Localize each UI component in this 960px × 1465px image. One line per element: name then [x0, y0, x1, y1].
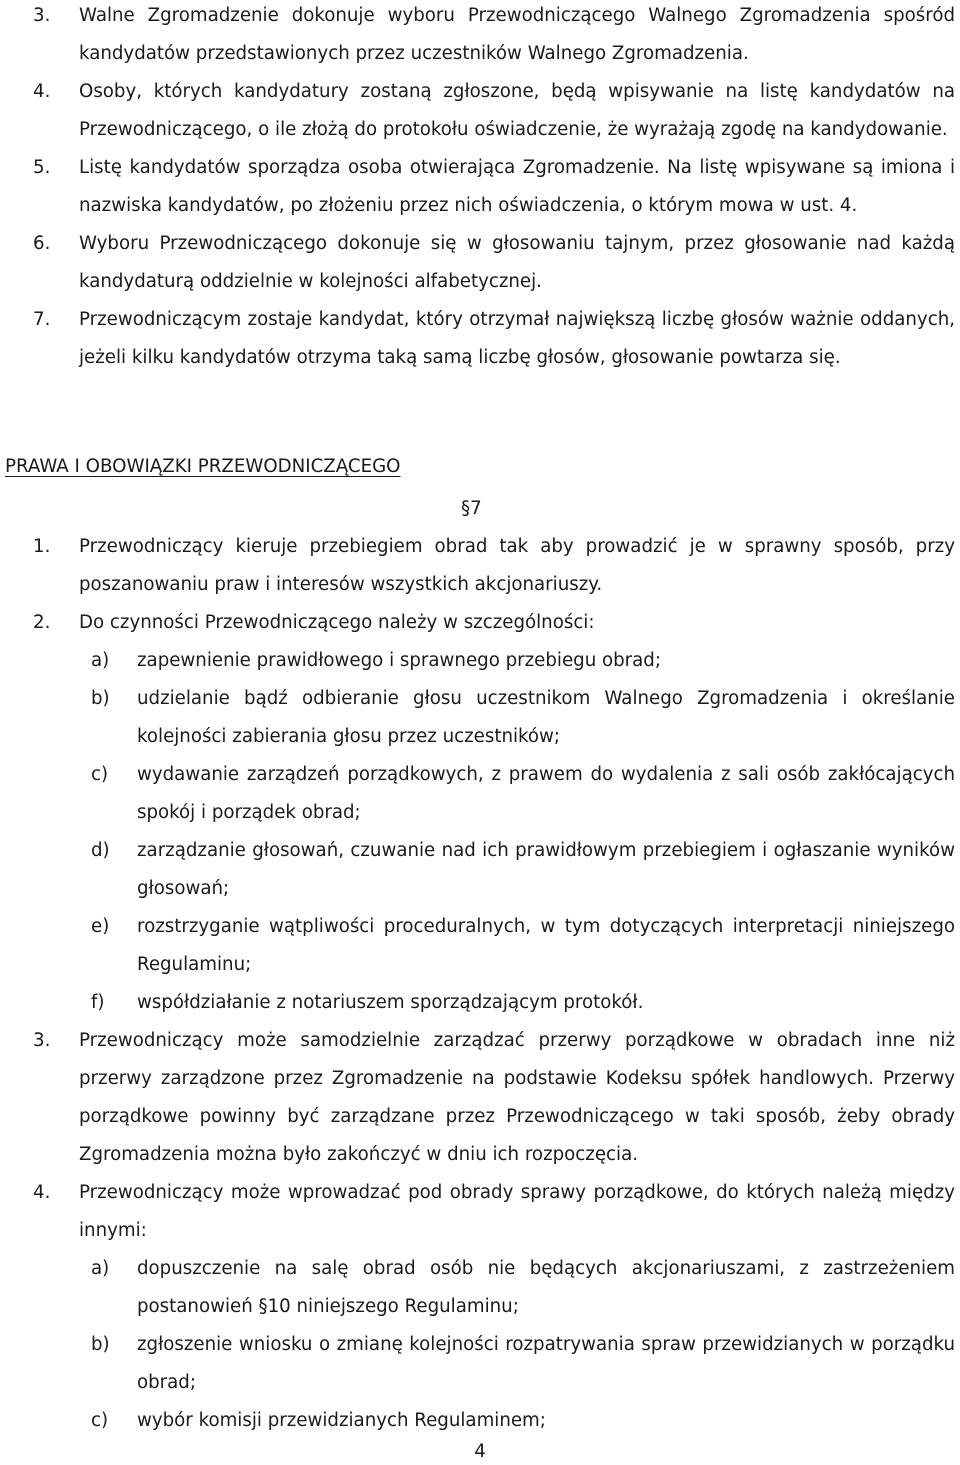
sub-item — [0, 832, 960, 908]
item-number: 3. — [33, 1030, 51, 1051]
sub-item-text: zarządzanie głosowań, czuwanie nad ich prawidłowym przebiegiem i ogłaszanie wyników głosowań; — [137, 840, 955, 899]
item-number: 4. — [33, 1182, 51, 1203]
item-number: 2. — [33, 612, 51, 633]
sub-item-letter: e) — [91, 916, 110, 937]
section-heading: PRAWA I OBOWIĄZKI PRZEWODNICZĄCEGO — [5, 456, 401, 477]
sub-item-letter: a) — [91, 1258, 110, 1279]
sub-item-letter: a) — [91, 650, 110, 671]
item-text: Przewodniczący może samodzielnie zarządzać przerwy porządkowe w obradach inne niż przerwy zarządzone przez Zgromadzenie na podstawie Kodeksu spółek handlowych. Przerwy porządkowe powinny być zarządzane przez Przewodniczącego w taki sposób, żeby obrady Zgromadzenia można było zakończyć w dniu ich rozpoczęcia. — [79, 1030, 955, 1165]
item-text: Przewodniczący kieruje przebiegiem obrad tak aby prowadzić je w sprawny sposób, przy poszanowaniu praw i interesów wszystkich akcjonariuszy. — [79, 536, 955, 595]
item-number: 3. — [33, 5, 51, 26]
sub-item-letter: f) — [91, 992, 105, 1013]
sub-item-text: zgłoszenie wniosku o zmianę kolejności rozpatrywania spraw przewidzianych w porządku obrad; — [137, 1334, 955, 1393]
item-number: 4. — [33, 81, 51, 102]
item-text: Do czynności Przewodniczącego należy w szczególności: — [79, 612, 595, 633]
sub-item-text: dopuszczenie na salę obrad osób nie będących akcjonariuszami, z zastrzeżeniem postanowień §10 niniejszego Regulaminu; — [137, 1258, 955, 1317]
list-item — [0, 301, 960, 377]
sub-item-letter: b) — [91, 688, 110, 709]
list-item — [0, 225, 960, 301]
item-number: 1. — [33, 536, 51, 557]
sub-item — [0, 1402, 960, 1440]
sub-item — [0, 984, 960, 1022]
item-text: Listę kandydatów sporządza osoba otwierająca Zgromadzenie. Na listę wpisywane są imiona i nazwiska kandydatów, po złożeniu przez nich oświadczenia, o którym mowa w ust. 4. — [79, 157, 955, 216]
section-7-list — [0, 528, 960, 1440]
sub-item — [0, 1250, 960, 1326]
sub-item-letter: c) — [91, 1410, 109, 1431]
list-item — [0, 604, 960, 642]
sub-item-letter: b) — [91, 1334, 110, 1355]
item-text: Przewodniczącym zostaje kandydat, który otrzymał największą liczbę głosów ważnie oddanych, jeżeli kilku kandydatów otrzyma taką samą liczbę głosów, głosowanie powtarza się. — [79, 309, 955, 368]
sub-item-letter: d) — [91, 840, 110, 861]
sub-item-text: wydawanie zarządzeń porządkowych, z prawem do wydalenia z sali osób zakłócających spokój i porządek obrad; — [137, 764, 955, 823]
sub-item-text: zapewnienie prawidłowego i sprawnego przebiegu obrad; — [137, 650, 661, 671]
item-number: 6. — [33, 233, 51, 254]
page-number: 4 — [474, 1441, 486, 1462]
item-text: Wyboru Przewodniczącego dokonuje się w głosowaniu tajnym, przez głosowanie nad każdą kandydaturą oddzielnie w kolejności alfabetycznej. — [79, 233, 955, 292]
list-item — [0, 1022, 960, 1174]
list-item — [0, 73, 960, 149]
sub-item — [0, 1326, 960, 1402]
paragraph-mark: §7 — [461, 498, 482, 519]
list-item — [0, 1174, 960, 1250]
list-item — [0, 528, 960, 604]
item-text: Walne Zgromadzenie dokonuje wyboru Przewodniczącego Walnego Zgromadzenia spośród kandydatów przedstawionych przez uczestników Walnego Zgromadzenia. — [79, 5, 955, 64]
item-number: 7. — [33, 309, 51, 330]
item-number: 5. — [33, 157, 51, 178]
item-text: Przewodniczący może wprowadzać pod obrady sprawy porządkowe, do których należą między innymi: — [79, 1182, 955, 1241]
top-list — [0, 0, 960, 377]
item-text: Osoby, których kandydatury zostaną zgłoszone, będą wpisywanie na listę kandydatów na Przewodniczącego, o ile złożą do protokołu oświadczenie, że wyrażają zgodę na kandydowanie. — [79, 81, 955, 140]
sub-item — [0, 756, 960, 832]
sub-item-text: wybór komisji przewidzianych Regulaminem; — [137, 1410, 546, 1431]
list-item — [0, 0, 960, 73]
list-item — [0, 149, 960, 225]
sub-item-text: udzielanie bądź odbieranie głosu uczestnikom Walnego Zgromadzenia i określanie kolejności zabierania głosu przez uczestników; — [137, 688, 955, 747]
sub-item — [0, 642, 960, 680]
sub-item-letter: c) — [91, 764, 109, 785]
sub-item — [0, 680, 960, 756]
sub-item-text: rozstrzyganie wątpliwości proceduralnych, w tym dotyczących interpretacji niniejszego Regulaminu; — [137, 916, 955, 975]
sub-item — [0, 908, 960, 984]
sub-item-text: współdziałanie z notariuszem sporządzającym protokół. — [137, 992, 644, 1013]
